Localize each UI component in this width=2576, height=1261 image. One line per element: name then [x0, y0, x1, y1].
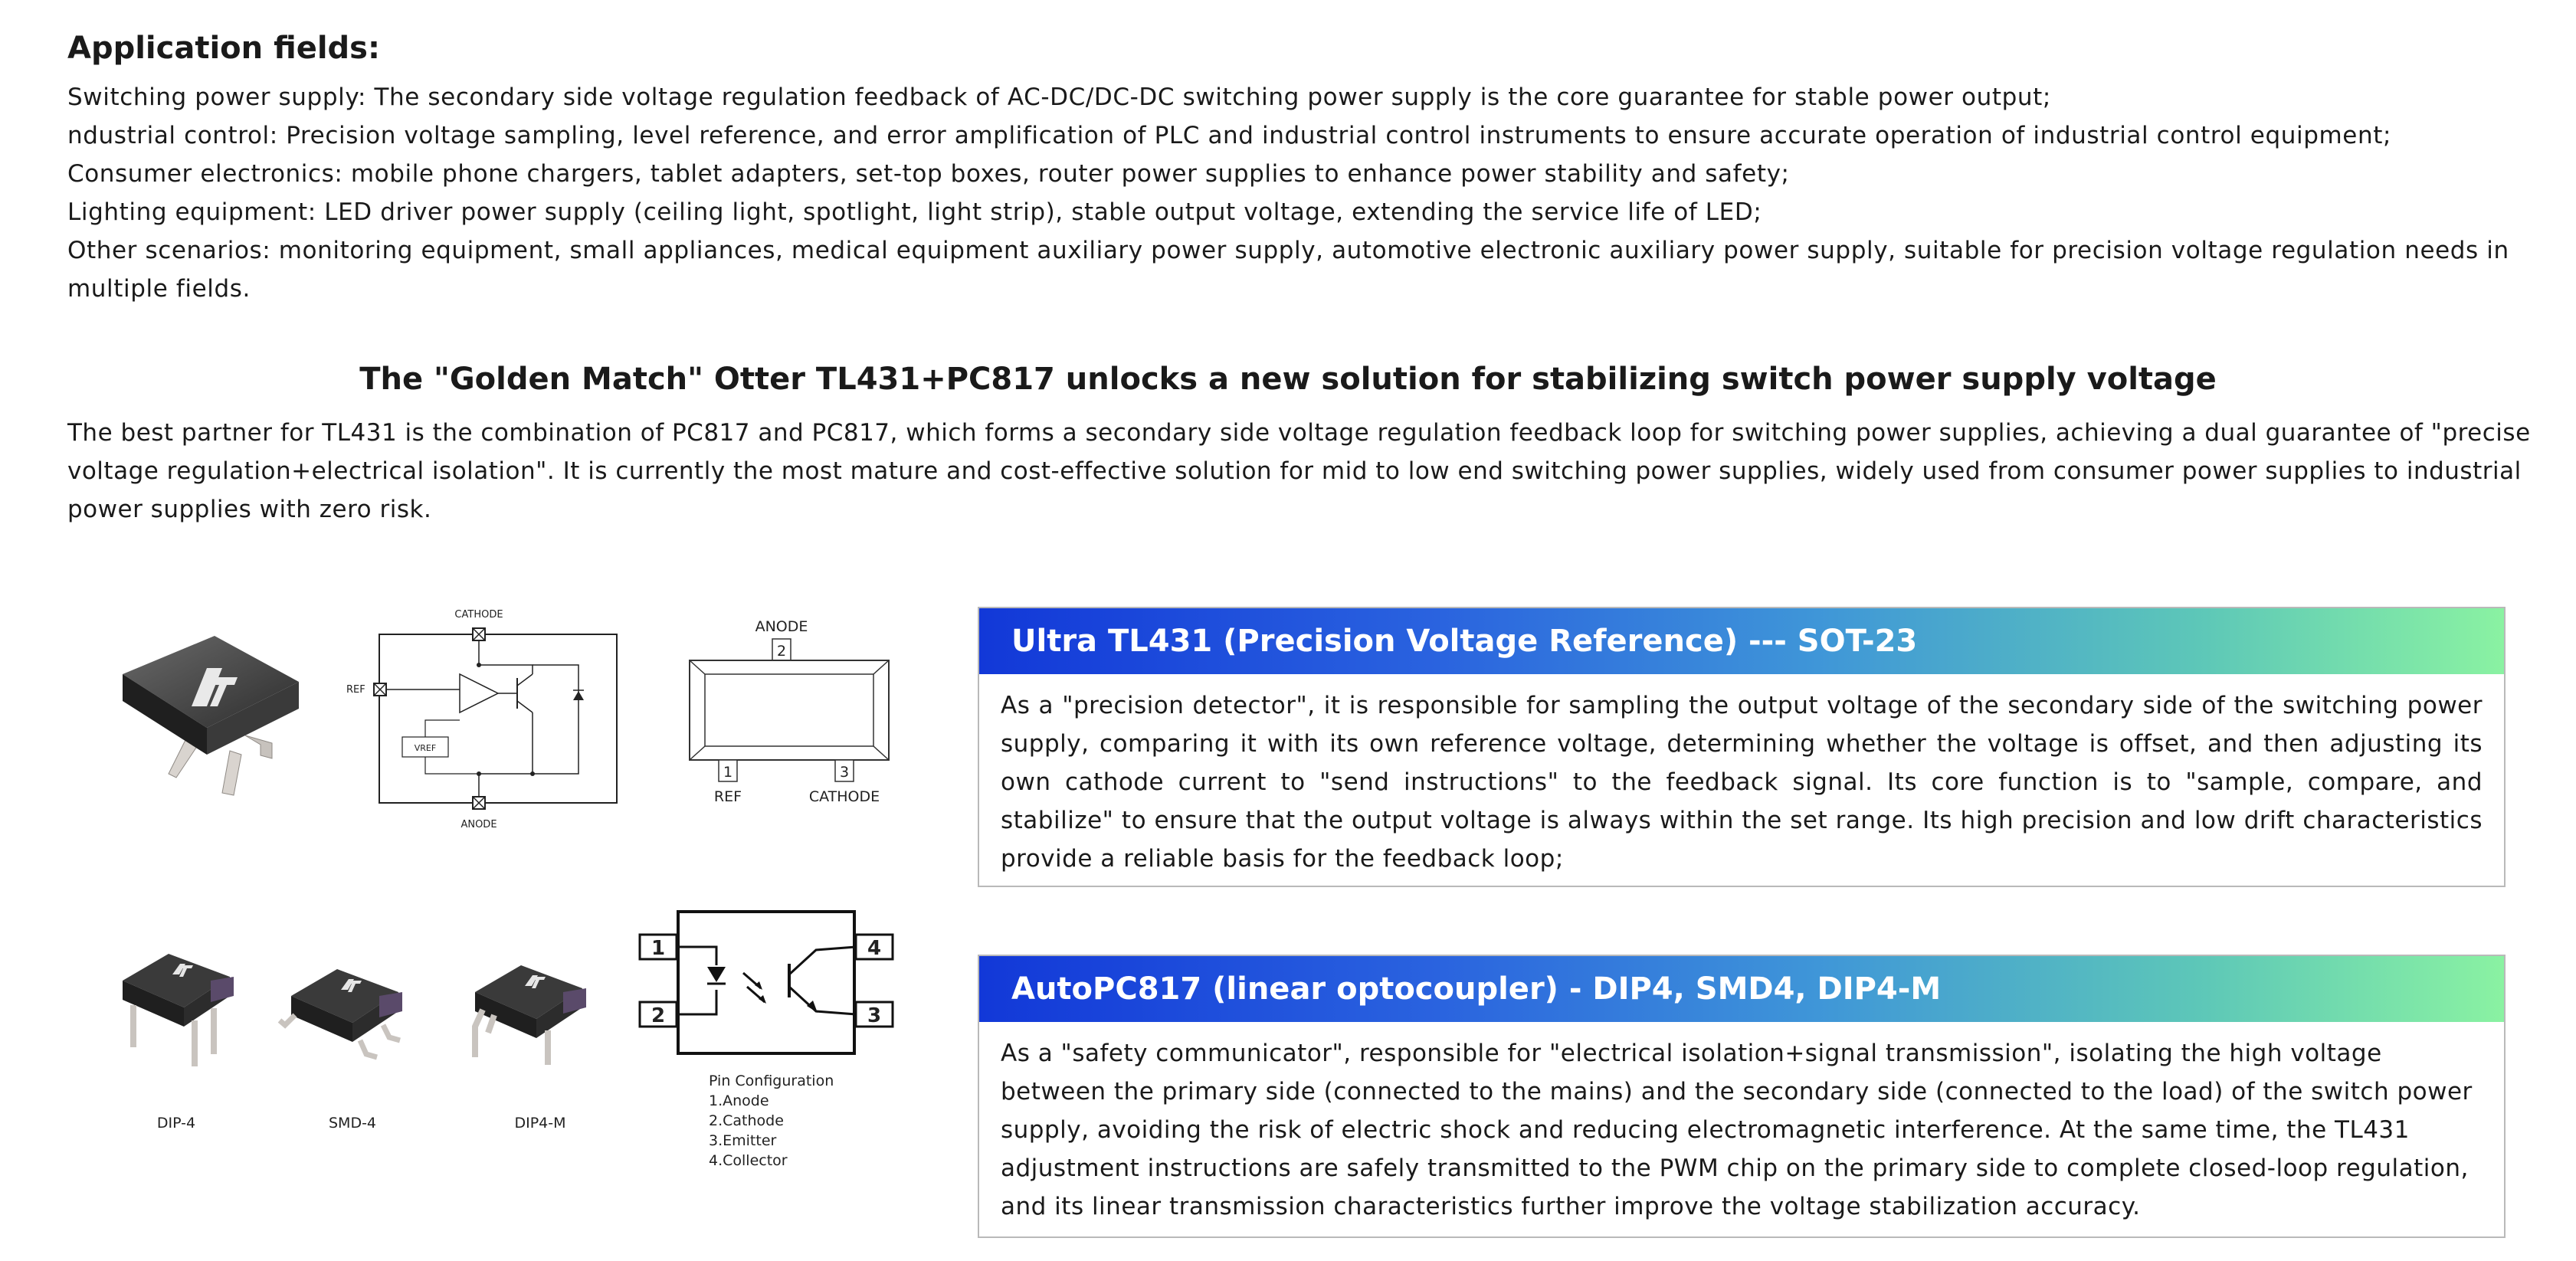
- schematic-ref-label: REF: [346, 684, 365, 696]
- pc817-packages-image: [107, 935, 613, 1152]
- schematic-vref-label: VREF: [414, 743, 437, 753]
- schematic-anode-label: ANODE: [460, 819, 497, 830]
- field-line-industrial: ndustrial control: Precision voltage sampling, level reference, and error amplification of PLC and industrial control instruments to ensure accurate operation of industrial control equipment;: [67, 122, 2391, 149]
- pinout-pin-3: 3: [839, 764, 850, 781]
- field-line-switching: Switching power supply: The secondary side voltage regulation feedback of AC-DC/DC-DC switching power supply is the core guarantee for stable power output;: [67, 84, 2051, 111]
- tl431-schematic: [337, 605, 628, 838]
- schematic-cathode-label: CATHODE: [454, 609, 503, 621]
- pinout-ref-label: REF: [713, 788, 742, 805]
- field-line-consumer: Consumer electronics: mobile phone chargers, tablet adapters, set-top boxes, router power supplies to enhance power stability and safety;: [67, 160, 1790, 188]
- pinout-cathode-label: CATHODE: [808, 788, 880, 805]
- tl431-description: As a "precision detector", it is responsible for sampling the output voltage of the secondary side of the switching power supply, comparing it with its own reference voltage, determining whether the voltage is offset, and then adjusting its own cathode current to "send instructions" to the feedback signal. Its core function is to "sample, compare, and stabilize" to ensure that the output voltage is always within the set range. Its high precision and low drift characteristics provide a reliable basis for the feedback loop;: [1001, 692, 2483, 873]
- dip4m-package-icon: [475, 965, 586, 1065]
- pin-config-3: 3.Emitter: [709, 1132, 777, 1149]
- application-fields-list: [67, 78, 2550, 308]
- pin-config-title: Pin Configuration: [709, 1073, 834, 1089]
- package-label-dip4: DIP-4: [156, 1115, 196, 1132]
- pin-config-4: 4.Collector: [709, 1152, 788, 1169]
- tl431-package-image: [115, 621, 314, 823]
- pin-config-2: 2.Cathode: [709, 1112, 784, 1129]
- pc817-pin-1: 1: [651, 937, 666, 960]
- pc817-pin-4: 4: [867, 937, 882, 960]
- golden-match-title: The "Golden Match" Otter TL431+PC817 unlocks a new solution for stabilizing switch power supply voltage: [359, 362, 2217, 397]
- field-line-lighting: Lighting equipment: LED driver power supply (ceiling light, spotlight, light strip), stable output voltage, extending the service life of LED;: [67, 198, 1762, 226]
- dip4-package-icon: [123, 954, 234, 1066]
- application-fields-title: Application fields:: [67, 31, 380, 66]
- pc817-pin-2: 2: [651, 1004, 666, 1027]
- pinout-pin-1: 1: [723, 764, 733, 781]
- pc817-schematic: [632, 904, 908, 1183]
- pc817-pin-3: 3: [867, 1004, 882, 1027]
- pinout-anode-label: ANODE: [755, 618, 808, 635]
- package-label-dip4m: DIP4-M: [514, 1115, 566, 1132]
- golden-match-intro: The best partner for TL431 is the combination of PC817 and PC817, which forms a secondary side voltage regulation feedback loop for switching power supplies, achieving a dual guarantee of "precise voltage regulation+electrical isolation". It is currently the most mature and cost-effective solution for mid to low end switching power supplies, widely used from consumer power supplies to industrial power supplies with zero risk.: [67, 419, 2531, 523]
- pc817-heading: AutoPC817 (linear optocoupler) - DIP4, SMD4, DIP4-M: [979, 956, 2504, 1022]
- pin-config-1: 1.Anode: [709, 1092, 769, 1109]
- pc817-panel: [978, 955, 2506, 1238]
- field-line-other: Other scenarios: monitoring equipment, small appliances, medical equipment auxiliary power supply, automotive electronic auxiliary power supply, suitable for precision voltage regulation needs in multiple fields.: [67, 237, 2509, 303]
- pinout-pin-2: 2: [776, 643, 787, 660]
- pc817-description: As a "safety communicator", responsible for "electrical isolation+signal transmission", isolating the high voltage between the primary side (connected to the mains) and the secondary side (connected to the load) of the switch power supply, avoiding the risk of electric shock and reducing electromagnetic interference. At the same time, the TL431 adjustment instructions are safely transmitted to the PWM chip on the primary side to complete closed-loop regulation, and its linear transmission characteristics further improve the voltage stabilization accuracy.: [1001, 1040, 2473, 1220]
- smd4-package-icon: [280, 969, 402, 1057]
- tl431-panel: [978, 607, 2506, 887]
- package-label-smd4: SMD-4: [328, 1115, 377, 1132]
- tl431-pinout-diagram: [674, 613, 919, 823]
- tl431-heading: Ultra TL431 (Precision Voltage Reference) --- SOT-23: [979, 608, 2504, 674]
